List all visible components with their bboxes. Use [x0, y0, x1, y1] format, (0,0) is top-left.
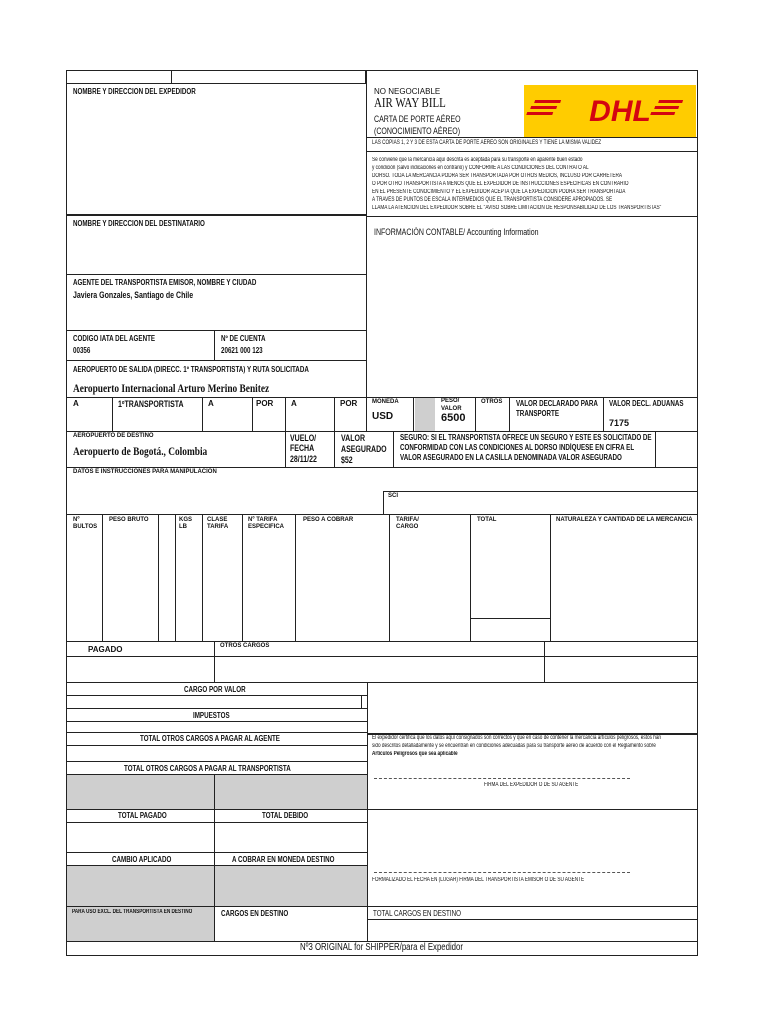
dhl-logo-text: DHL — [589, 95, 651, 128]
total-agente-input — [66, 745, 368, 762]
sci-box — [383, 491, 698, 515]
conditions-line: Se conviene que la mercancía aquí descrita es aceptada para su transporte en aparente buen estado — [372, 157, 583, 163]
rule — [158, 514, 159, 642]
rule — [509, 397, 510, 432]
conditions-line: y condición (salvo indicaciones en contrario) y CONFORME A LAS CONDICIONES DEL CONTRATO AL — [372, 165, 589, 171]
right-formalizado — [367, 809, 698, 907]
signature-label: FIRMA DEL EXPEDIDOR O DE SU AGENTE — [484, 782, 579, 788]
formalizado-line — [374, 872, 630, 873]
insurance-note: VALOR ASEGURADO EN LA CASILLA DENOMINADA VALOR ASEGURADO — [400, 453, 622, 462]
awb-title: AIR WAY BILL — [374, 96, 446, 111]
destination-value: Aeropuerto de Bogotá., Colombia — [73, 444, 208, 458]
departure-label: AEROPUERTO DE SALIDA (DIRECC. 1º TRANSPORTISTA) Y RUTA SOLICITADA — [73, 365, 309, 374]
insured-label-2: ASEGURADO — [341, 444, 387, 454]
sci-label: SCI — [388, 493, 399, 499]
col-header: TARIFA/ — [396, 517, 419, 523]
rule — [550, 514, 551, 642]
shipper-box — [66, 83, 367, 215]
destination-label: AEROPUERTO DE DESTINO — [73, 433, 154, 439]
rule — [367, 137, 698, 138]
agent-header: AGENTE DEL TRANSPORTISTA EMISOR, NOMBRE Y CIUDAD — [73, 278, 257, 287]
rule — [214, 852, 215, 866]
rule — [366, 70, 367, 398]
rule — [393, 431, 394, 468]
col-header: TOTAL — [477, 517, 497, 523]
otros-cargos-label: OTROS CARGOS — [220, 643, 270, 649]
pagado-row — [66, 641, 698, 657]
route-a3: A — [291, 399, 297, 408]
rule — [214, 822, 215, 853]
declared-label-2: TRANSPORTE — [516, 409, 559, 418]
iata-label: CODIGO IATA DEL AGENTE — [73, 334, 156, 343]
cambio-label: CAMBIO APLICADO — [112, 855, 172, 864]
signature-line — [374, 778, 630, 779]
cambio-input — [66, 865, 368, 907]
copies-note: LAS COPIAS 1, 2 Y 3 DE ESTA CARTA DE PORTE AÉREO SON ORIGINALES Y TIENE LA MISMA VALIDEZ — [372, 140, 602, 146]
cargo-valor-input — [66, 695, 362, 709]
top-cell-1 — [66, 70, 172, 84]
declaration-text: sido descritos detalladamente y se encuentran en condiciones adecuadas para su transporte aéreo de acuerdo con el Reglamento sobre — [372, 743, 656, 749]
rule — [214, 774, 215, 810]
shipper-header: NOMBRE Y DIRECCION DEL EXPEDIDOR — [73, 87, 196, 96]
rule — [214, 865, 215, 907]
col-header: Nº — [73, 517, 80, 523]
rule — [470, 514, 471, 642]
rule — [295, 514, 296, 642]
col-header: TARIFA — [207, 524, 229, 530]
route-a2: A — [208, 399, 214, 408]
rule — [202, 397, 203, 432]
departure-value: Aeropuerto Internacional Arturo Merino Benitez — [73, 381, 270, 395]
rule — [367, 216, 698, 217]
col-header: CARGO — [396, 524, 419, 530]
conditions-line: LLAMA LA ATENCION DEL EXPEDIDOR SOBRE EL "AVISO SOBRE LIMITACION DE RESPONSABILIDAD DE LOS TRANSPORTISTAS" — [372, 205, 662, 211]
rule — [389, 514, 390, 642]
cargos-destino-label: CARGOS EN DESTINO — [221, 909, 289, 918]
rule — [112, 397, 113, 432]
agent-value: Javiera Gonzales, Santiago de Chile — [73, 290, 194, 300]
customs-value: 7175 — [609, 418, 630, 428]
rule — [475, 397, 476, 432]
conditions-line: DORSO. TODA LA MERCANCIA PODRA SER TRANSPORTADA POR OTROS MEDIOS, INCLUSO POR CARRETERA — [372, 173, 623, 179]
declaration-text: Artículos Peligrosos que sea aplicable — [372, 751, 458, 757]
rule — [285, 397, 286, 432]
a-cobrar-label: A COBRAR EN MONEDA DESTINO — [232, 855, 335, 864]
rule — [102, 514, 103, 642]
rule — [242, 514, 243, 642]
rule — [214, 809, 215, 823]
flight-date: 28/11/22 — [290, 454, 317, 464]
flight-label-2: FECHA — [290, 443, 315, 453]
total-agente-label: TOTAL OTROS CARGOS A PAGAR AL AGENTE — [140, 734, 280, 743]
total-cargos-destino-label: TOTAL CARGOS EN DESTINO — [373, 909, 461, 918]
moneda-label: MONEDA — [372, 399, 399, 405]
conditions-line: O POR OTRO TRANSPORTISTA A MENOS QUE EL EXPEDIDOR DE INSTRUCCIONES ESPECIFICAS EN CONTRARIO — [372, 181, 629, 187]
insurance-note: CONFORMIDAD CON LAS CONDICIONES AL DORSO INDÍQUESE EN CIFRA EL — [400, 443, 635, 452]
rule — [603, 397, 604, 432]
cargo-valor-label: CARGO POR VALOR — [184, 685, 246, 694]
formalizado-label: FORMALIZADO EL FECHA EN (LUGAR) FIRMA DEL TRANSPORTISTA EMISOR O DE SU AGENTE — [372, 877, 585, 883]
customs-label: VALOR DECL. ADUANAS — [609, 399, 684, 408]
declaration-text: El expedidor certifica que los datos aquí consignados son correctos y que en caso de contener la mercancía artículos peligrosos, estos han — [372, 735, 662, 741]
route-por1: POR — [256, 399, 274, 408]
valor-label: VALOR — [441, 406, 462, 412]
conditions-line: A TRAVÉS DE PUNTOS DE ESCALA INTERMEDIOS QUE EL TRANSPORTISTA CONSIDERE APROPIADOS. SE — [372, 197, 613, 203]
col-header: CLASE — [207, 517, 228, 523]
route-a1: A — [73, 399, 79, 408]
totals-input — [66, 822, 368, 853]
declared-label-1: VALOR DECLARADO PARA — [516, 399, 598, 408]
first-carrier: 1ºTRANSPORTISTA — [118, 399, 184, 409]
account-label: Nº DE CUENTA — [221, 334, 266, 343]
col-header: NATURALEZA Y CANTIDAD DE LA MERCANCIA — [556, 517, 693, 523]
col-header: LB — [179, 524, 187, 530]
total-debido-label: TOTAL DEBIDO — [262, 811, 309, 820]
total-pagado-label: TOTAL PAGADO — [118, 811, 167, 820]
rule — [367, 151, 698, 152]
rule — [470, 618, 551, 619]
rule — [285, 431, 286, 468]
handling-label: DATOS E INSTRUCCIONES PARA MANIPULACIÓN — [73, 469, 217, 475]
total-transportista-label: TOTAL OTROS CARGOS A PAGAR AL TRANSPORTISTA — [124, 764, 291, 773]
rule — [175, 514, 176, 642]
dhl-logo — [524, 85, 696, 137]
route-por2: POR — [340, 399, 358, 408]
uso-excl-label: PARA USO EXCL. DEL TRANSPORTISTA EN DESTINO — [72, 909, 193, 915]
peso-label: PESO/ — [441, 398, 460, 404]
pagado-label: PAGADO — [88, 645, 123, 654]
rule — [334, 431, 335, 468]
col-header: Nº TARIFA — [248, 517, 278, 523]
account-value: 20621 000 123 — [221, 346, 263, 355]
otros-cargos-box — [66, 656, 545, 683]
conditions-line: EN EL PRESENTE CONOCIMIENTO Y EL EXPEDIDOR ACEPTA QUE LA EXPEDICION PODRA SER TRANSPORTADA — [372, 189, 626, 195]
moneda-value: USD — [372, 411, 394, 422]
rule — [366, 397, 367, 432]
footer-text: Nº3 ORIGINAL for SHIPPER/para el Expedidor — [300, 942, 463, 953]
rule — [367, 919, 698, 920]
top-cell-2 — [171, 70, 366, 84]
rule — [413, 397, 414, 432]
peso-shade — [415, 398, 435, 431]
insured-value: $52 — [341, 455, 353, 465]
rule — [334, 397, 335, 432]
consignee-header: NOMBRE Y DIRECCION DEL DESTINATARIO — [73, 219, 205, 228]
dhl-logo-mark — [524, 85, 696, 137]
cargo-table — [66, 514, 698, 642]
rule — [202, 514, 203, 642]
flight-label-1: VUELO/ — [290, 433, 317, 443]
total-transportista-input — [66, 774, 368, 810]
insurance-note: SEGURO: SI EL TRANSPORTISTA OFRECE UN SEGURO Y ESTE ES SOLICITADO DE — [400, 433, 652, 442]
carta-porte: CARTA DE PORTE AÉREO — [374, 114, 461, 124]
col-header: BULTOS — [73, 524, 98, 530]
conocimiento: (CONOCIMIENTO AÉREO) — [374, 126, 461, 136]
totals-row — [66, 809, 368, 823]
col-header: PESO A COBRAR — [303, 517, 354, 523]
peso-value: 6500 — [441, 412, 466, 424]
no-negociable: NO NEGOCIABLE — [374, 87, 441, 96]
col-header: KGS — [179, 517, 193, 523]
col-header: PESO BRUTO — [109, 517, 149, 523]
rule — [252, 397, 253, 432]
impuestos-label: IMPUESTOS — [193, 711, 230, 720]
iata-value: 00356 — [73, 346, 91, 355]
otros-label: OTROS — [481, 399, 503, 405]
col-header: ESPECIFICA — [248, 524, 285, 530]
insured-label-1: VALOR — [341, 433, 366, 443]
accounting-info: INFORMACIÓN CONTABLE/ Accounting Information — [374, 227, 539, 237]
